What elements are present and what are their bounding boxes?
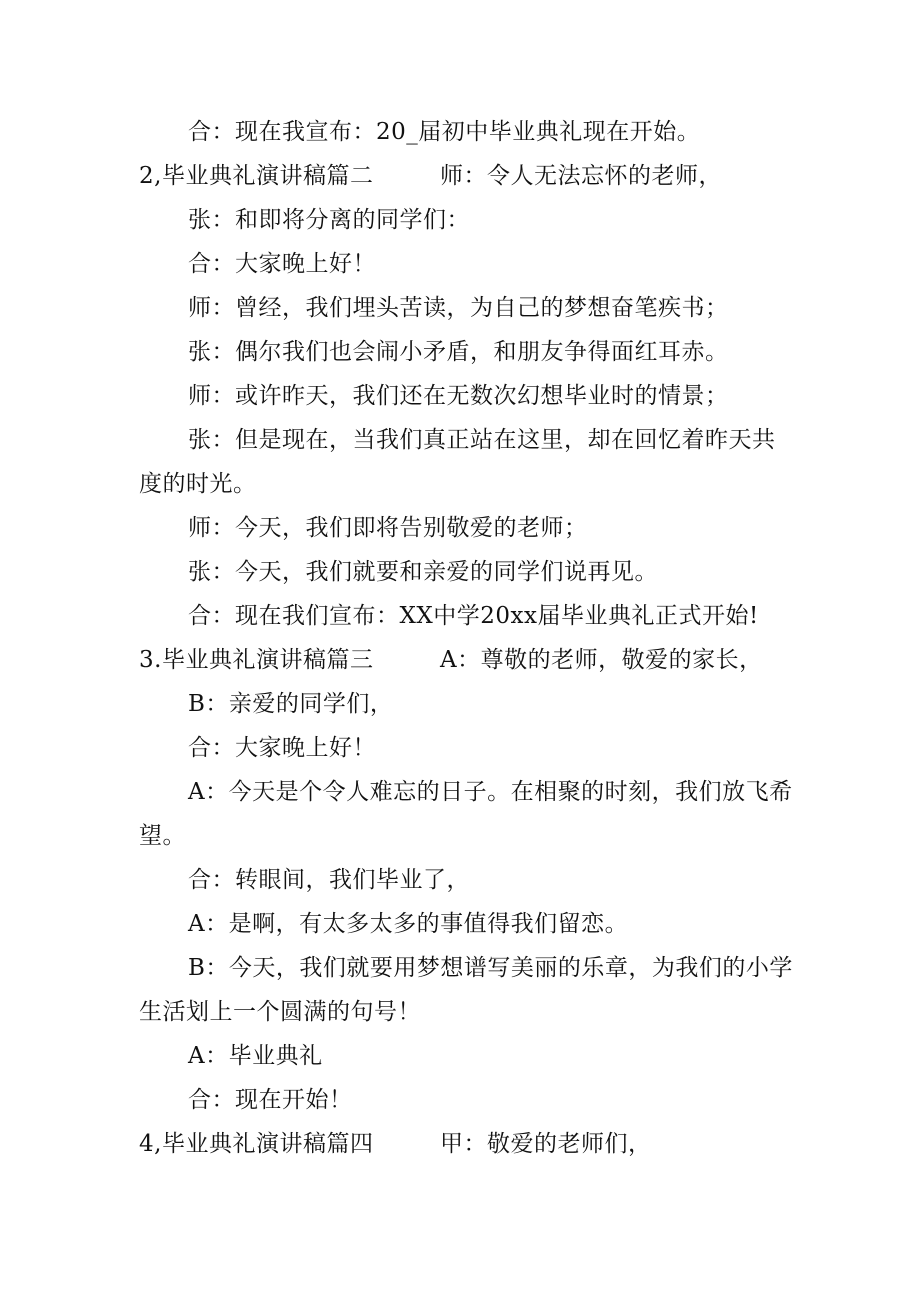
section-first-line: 师：令人无法忘怀的老师， [440,163,722,189]
paragraph-line: 张：但是现在，当我们真正站在这里，却在回忆着昨天共 [188,427,776,453]
paragraph-line: 张：和即将分离的同学们： [188,207,470,233]
section-heading-4 [139,1129,652,1159]
paragraph-line-continuation: 望。 [139,823,186,849]
paragraph-line: A：毕业典礼 [188,1043,323,1069]
section-heading-2 [139,161,722,191]
paragraph-line: 合：大家晚上好！ [188,251,376,277]
paragraph-line-continuation: 生活划上一个圆满的句号！ [139,999,421,1025]
paragraph-line: 合：现在开始！ [188,1087,353,1113]
paragraph-line: 合：大家晚上好！ [188,735,376,761]
paragraph-line-continuation: 度的时光。 [139,471,257,497]
paragraph-line: 师：曾经，我们埋头苦读，为自己的梦想奋笔疾书； [188,295,729,321]
paragraph-line: 张：今天，我们就要和亲爱的同学们说再见。 [188,559,658,585]
section-heading-3 [139,645,763,675]
paragraph-line: 张：偶尔我们也会闹小矛盾，和朋友争得面红耳赤。 [188,339,729,365]
paragraph-line: A：是啊，有太多太多的事值得我们留恋。 [188,911,629,937]
paragraph-line: B：今天，我们就要用梦想谱写美丽的乐章，为我们的小学 [188,955,793,981]
paragraph-line: 师：今天，我们即将告别敬爱的老师； [188,515,588,541]
paragraph-line: 师：或许昨天，我们还在无数次幻想毕业时的情景； [188,383,729,409]
paragraph-line: 合：转眼间，我们毕业了， [188,867,470,893]
paragraph-line: 合：现在我宣布：20_届初中毕业典礼现在开始。 [188,119,701,145]
paragraph-line: A：今天是个令人难忘的日子。在相聚的时刻，我们放飞希 [188,779,793,805]
paragraph-line: B：亲爱的同学们， [188,691,394,717]
paragraph-line: 合：现在我们宣布：XX中学20xx届毕业典礼正式开始! [188,603,759,629]
section-title: 3.毕业典礼演讲稿篇三 [139,647,374,673]
section-title: 4,毕业典礼演讲稿篇四 [139,1131,374,1157]
section-first-line: 甲：敬爱的老师们， [440,1131,652,1157]
section-title: 2,毕业典礼演讲稿篇二 [139,163,374,189]
section-first-line: A：尊敬的老师，敬爱的家长， [440,647,763,673]
